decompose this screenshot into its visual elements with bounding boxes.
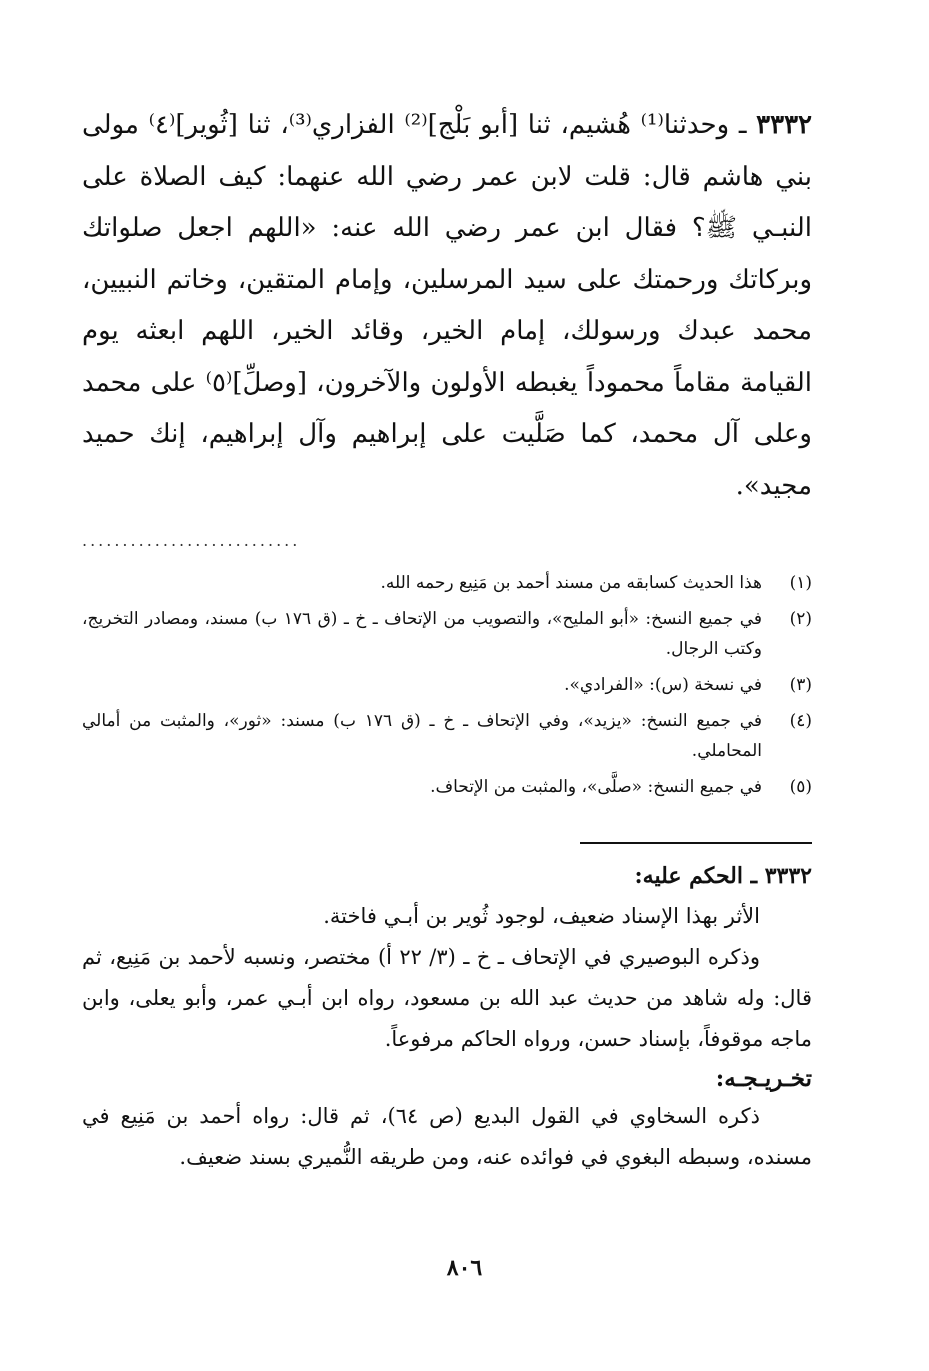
footnote-2 [82, 604, 812, 664]
footnote-number: (٥) [789, 777, 812, 797]
footnote-text: في نسخة (س): «الفرادي». [564, 675, 762, 695]
footnote-text: في جميع النسخ: «صلَّى»، والمثبت من الإتحاف. [430, 777, 762, 797]
footnote-number: (٣) [789, 675, 812, 695]
takhrij-heading: تخـريـجـه: [715, 1065, 812, 1092]
ruling-heading: ٣٣٣٢ ـ الحكم عليه: [634, 863, 812, 889]
footnote-1 [82, 568, 812, 598]
footnote-text: في جميع النسخ: «أبو المليح»، والتصويب من الإتحاف ـ خ ـ (ق ١٧٦ ب) مسند، ومصادر التخريج، وكتب الرجال. [82, 609, 762, 659]
hadith-text: ـ وحدثنا⁽¹⁾ هُشيم، ثنا [أبو بَلْج]⁽²⁾ الفزاري⁽³⁾، ثنا [ثُوير]⁽٤⁾ مولى بني هاشم قال: قلت لابن عمر رضي الله عنهما: كيف الصلاة على النبـي ﷺ؟ فقال ابن عمر رضي الله عنه: «اللهم اجعل صلواتك وبركاتك ورحمتك على سيد المرسلين، وإمام المتقين، وخاتم النبيين، محمد عبدك ورسولك، إمام الخير، وقائد الخير، اللهم ابعثه يوم القيامة مقاماً محموداً يغبطه الأولون والآخرون، [وصلِّ]⁽٥⁾ على محمد وعلى آل محمد، كما صَلَّيت على إبراهيم وآل إبراهيم، إنك حميد مجيد». [82, 110, 812, 501]
footnote-5 [82, 772, 812, 802]
section-divider [580, 842, 812, 844]
takhrij-paragraph: ذكره السخاوي في القول البديع (ص ٦٤)، ثم قال: رواه أحمد بن مَنِيع في مسنده، وسبطه البغوي في فوائده عنه، ومن طريقه النُّميري بسند ضعيف. [82, 1104, 812, 1169]
footnote-4 [82, 706, 812, 766]
hadith-paragraph [82, 100, 812, 512]
hadith-number: ٣٣٣٢ [756, 110, 813, 140]
footnote-text: في جميع النسخ: «يزيد»، وفي الإتحاف ـ خ ـ (ق ١٧٦ ب) مسند: «ثور»، والمثبت من أمالي المحاملي. [82, 711, 763, 761]
footnote-3 [82, 670, 812, 700]
page-number: ٨٠٦ [446, 1255, 483, 1281]
page-content [82, 100, 812, 1178]
footnotes [82, 568, 812, 802]
ruling-paragraph-1: الأثر بهذا الإسناد ضعيف، لوجود ثُوير بن أبـي فاختة. [323, 904, 760, 928]
footnote-text: هذا الحديث كسابقه من مسند أحمد بن مَنِيع رحمه الله. [380, 573, 762, 593]
footnote-number: (١) [789, 573, 812, 593]
footnote-number: (٢) [789, 609, 812, 629]
footnote-separator: ........................... [82, 534, 301, 548]
ruling-paragraph-2: وذكره البوصيري في الإتحاف ـ خ ـ (٣/ ٢٢ أ) مختصر، ونسبه لأحمد بن مَنِيع، ثم قال: وله شاهد من حديث عبد الله بن مسعود، رواه ابن أبـي عمر، وأبو يعلى، وابن ماجه موقوفاً، بإسناد حسن، ورواه الحاكم مرفوعاً. [82, 945, 812, 1051]
footnote-number: (٤) [789, 711, 812, 731]
